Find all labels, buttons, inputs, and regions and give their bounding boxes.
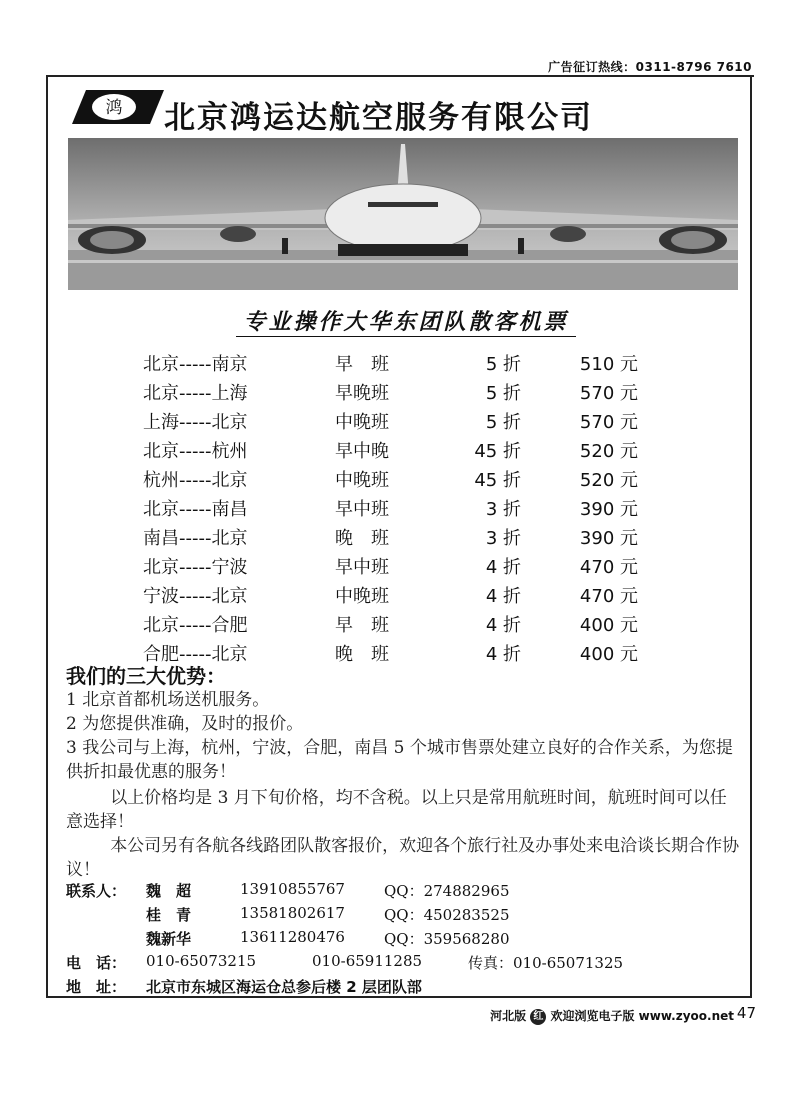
fare-discount: 45 折 <box>474 470 521 491</box>
fare-flight-time: 早中班 <box>335 557 389 578</box>
address-row <box>66 976 746 1000</box>
fare-route: 南昌-----北京 <box>143 528 248 549</box>
fare-flight-time: 中晚班 <box>335 470 389 491</box>
fare-flight-time: 早中班 <box>335 499 389 520</box>
fare-flight-time: 中晚班 <box>335 586 389 607</box>
contact-name: 魏 超 <box>146 882 192 900</box>
subtitle-underline <box>236 336 576 337</box>
fare-flight-time: 中晚班 <box>335 412 389 433</box>
contact-row <box>66 904 746 928</box>
phone-label: 电 话： <box>66 954 127 972</box>
fare-flight-time: 早晚班 <box>335 383 389 404</box>
fare-price: 570 元 <box>579 383 638 404</box>
price-note: 以上价格均是 3 月下旬价格，均不含税。以上只是常用航班时间，航班时间可以任意选择！ <box>66 788 727 832</box>
fare-table <box>143 350 663 669</box>
fare-row <box>143 495 663 524</box>
contact-name: 魏新华 <box>146 930 192 948</box>
fare-price: 400 元 <box>579 644 638 665</box>
fare-row <box>143 582 663 611</box>
contact-block <box>66 880 746 1000</box>
advantage-item-2: 2 为您提供准确，及时的报价。 <box>66 714 304 734</box>
fare-price: 390 元 <box>579 528 638 549</box>
fare-row <box>143 379 663 408</box>
fare-flight-time: 早中晚 <box>335 441 389 462</box>
fare-route: 合肥-----北京 <box>143 644 248 665</box>
contact-label: 联系人： <box>66 882 127 900</box>
fare-route: 北京-----杭州 <box>143 441 248 462</box>
fare-flight-time: 晚 班 <box>335 528 389 549</box>
fare-flight-time: 晚 班 <box>335 644 389 665</box>
fare-route: 北京-----宁波 <box>143 557 248 578</box>
cooperation-note: 本公司另有各航各线路团队散客报价，欢迎各个旅行社及办事处来电洽谈长期合作协议！ <box>66 836 740 880</box>
address-label: 地 址： <box>66 978 127 996</box>
advantage-item-1: 1 北京首都机场送机服务。 <box>66 690 270 710</box>
contact-qq: QQ：450283525 <box>384 906 510 924</box>
fare-discount: 3 折 <box>485 499 521 520</box>
fare-route: 杭州-----北京 <box>143 470 248 491</box>
company-name: 北京鸿运达航空服务有限公司 <box>164 100 593 136</box>
fare-price: 520 元 <box>579 441 638 462</box>
contact-row <box>66 928 746 952</box>
fare-row <box>143 437 663 466</box>
contact-name: 桂 青 <box>146 906 192 924</box>
company-logo <box>72 90 164 124</box>
fare-price: 510 元 <box>579 354 638 375</box>
contact-qq: QQ：359568280 <box>384 930 510 948</box>
fare-price: 400 元 <box>579 615 638 636</box>
fare-discount: 3 折 <box>485 528 521 549</box>
red-badge-icon: 红 <box>530 1009 546 1025</box>
phone-row <box>66 952 746 976</box>
ad-hotline: 广告征订热线：0311-8796 7610 <box>548 60 752 74</box>
fare-discount: 45 折 <box>474 441 521 462</box>
service-subtitle: 专业操作大华东团队散客机票 <box>243 309 569 335</box>
fare-route: 北京-----南昌 <box>143 499 248 520</box>
contact-qq: QQ：274882965 <box>384 882 510 900</box>
page-number: 47 <box>736 1004 756 1022</box>
fare-route: 北京-----上海 <box>143 383 248 404</box>
fare-price: 470 元 <box>579 557 638 578</box>
airplane-photo <box>68 138 738 290</box>
office-phone-1[interactable]: 010-65073215 <box>146 952 257 970</box>
fare-row <box>143 350 663 379</box>
fare-discount: 5 折 <box>485 383 521 404</box>
advantage-item-3: 3 我公司与上海，杭州，宁波，合肥，南昌 5 个城市售票处建立良好的合作关系，为您提供折扣最优惠的服务！ <box>66 738 733 782</box>
fare-discount: 5 折 <box>485 412 521 433</box>
fare-price: 520 元 <box>579 470 638 491</box>
contact-phone[interactable]: 13581802617 <box>240 904 345 922</box>
fare-flight-time: 早 班 <box>335 354 389 375</box>
fare-price: 390 元 <box>579 499 638 520</box>
address-text: 北京市东城区海运仓总参后楼 2 层团队部 <box>146 978 422 996</box>
fare-discount: 4 折 <box>485 615 521 636</box>
fare-discount: 5 折 <box>485 354 521 375</box>
contact-phone[interactable]: 13910855767 <box>240 880 345 898</box>
fare-price: 470 元 <box>579 586 638 607</box>
fare-discount: 4 折 <box>485 644 521 665</box>
contact-phone[interactable]: 13611280476 <box>240 928 345 946</box>
fare-route: 北京-----合肥 <box>143 615 248 636</box>
fare-row <box>143 611 663 640</box>
fax-number: 传真：010-65071325 <box>468 954 624 972</box>
fare-row <box>143 553 663 582</box>
fare-row <box>143 466 663 495</box>
fare-row <box>143 408 663 437</box>
fare-discount: 4 折 <box>485 586 521 607</box>
logo-char: 鸿 <box>105 98 123 118</box>
fare-route: 北京-----南京 <box>143 354 248 375</box>
advantages-title: 我们的三大优势： <box>66 664 226 688</box>
contact-row <box>66 880 746 904</box>
footer-website[interactable]: 欢迎浏览电子版 www.zyoo.net <box>550 1009 734 1023</box>
fare-row <box>143 524 663 553</box>
office-phone-2[interactable]: 010-65911285 <box>312 952 423 970</box>
fare-route: 宁波-----北京 <box>143 586 248 607</box>
edition-label: 河北版 <box>490 1009 527 1023</box>
footer-bar <box>490 1007 734 1025</box>
fare-price: 570 元 <box>579 412 638 433</box>
fare-discount: 4 折 <box>485 557 521 578</box>
fare-flight-time: 早 班 <box>335 615 389 636</box>
fare-route: 上海-----北京 <box>143 412 248 433</box>
